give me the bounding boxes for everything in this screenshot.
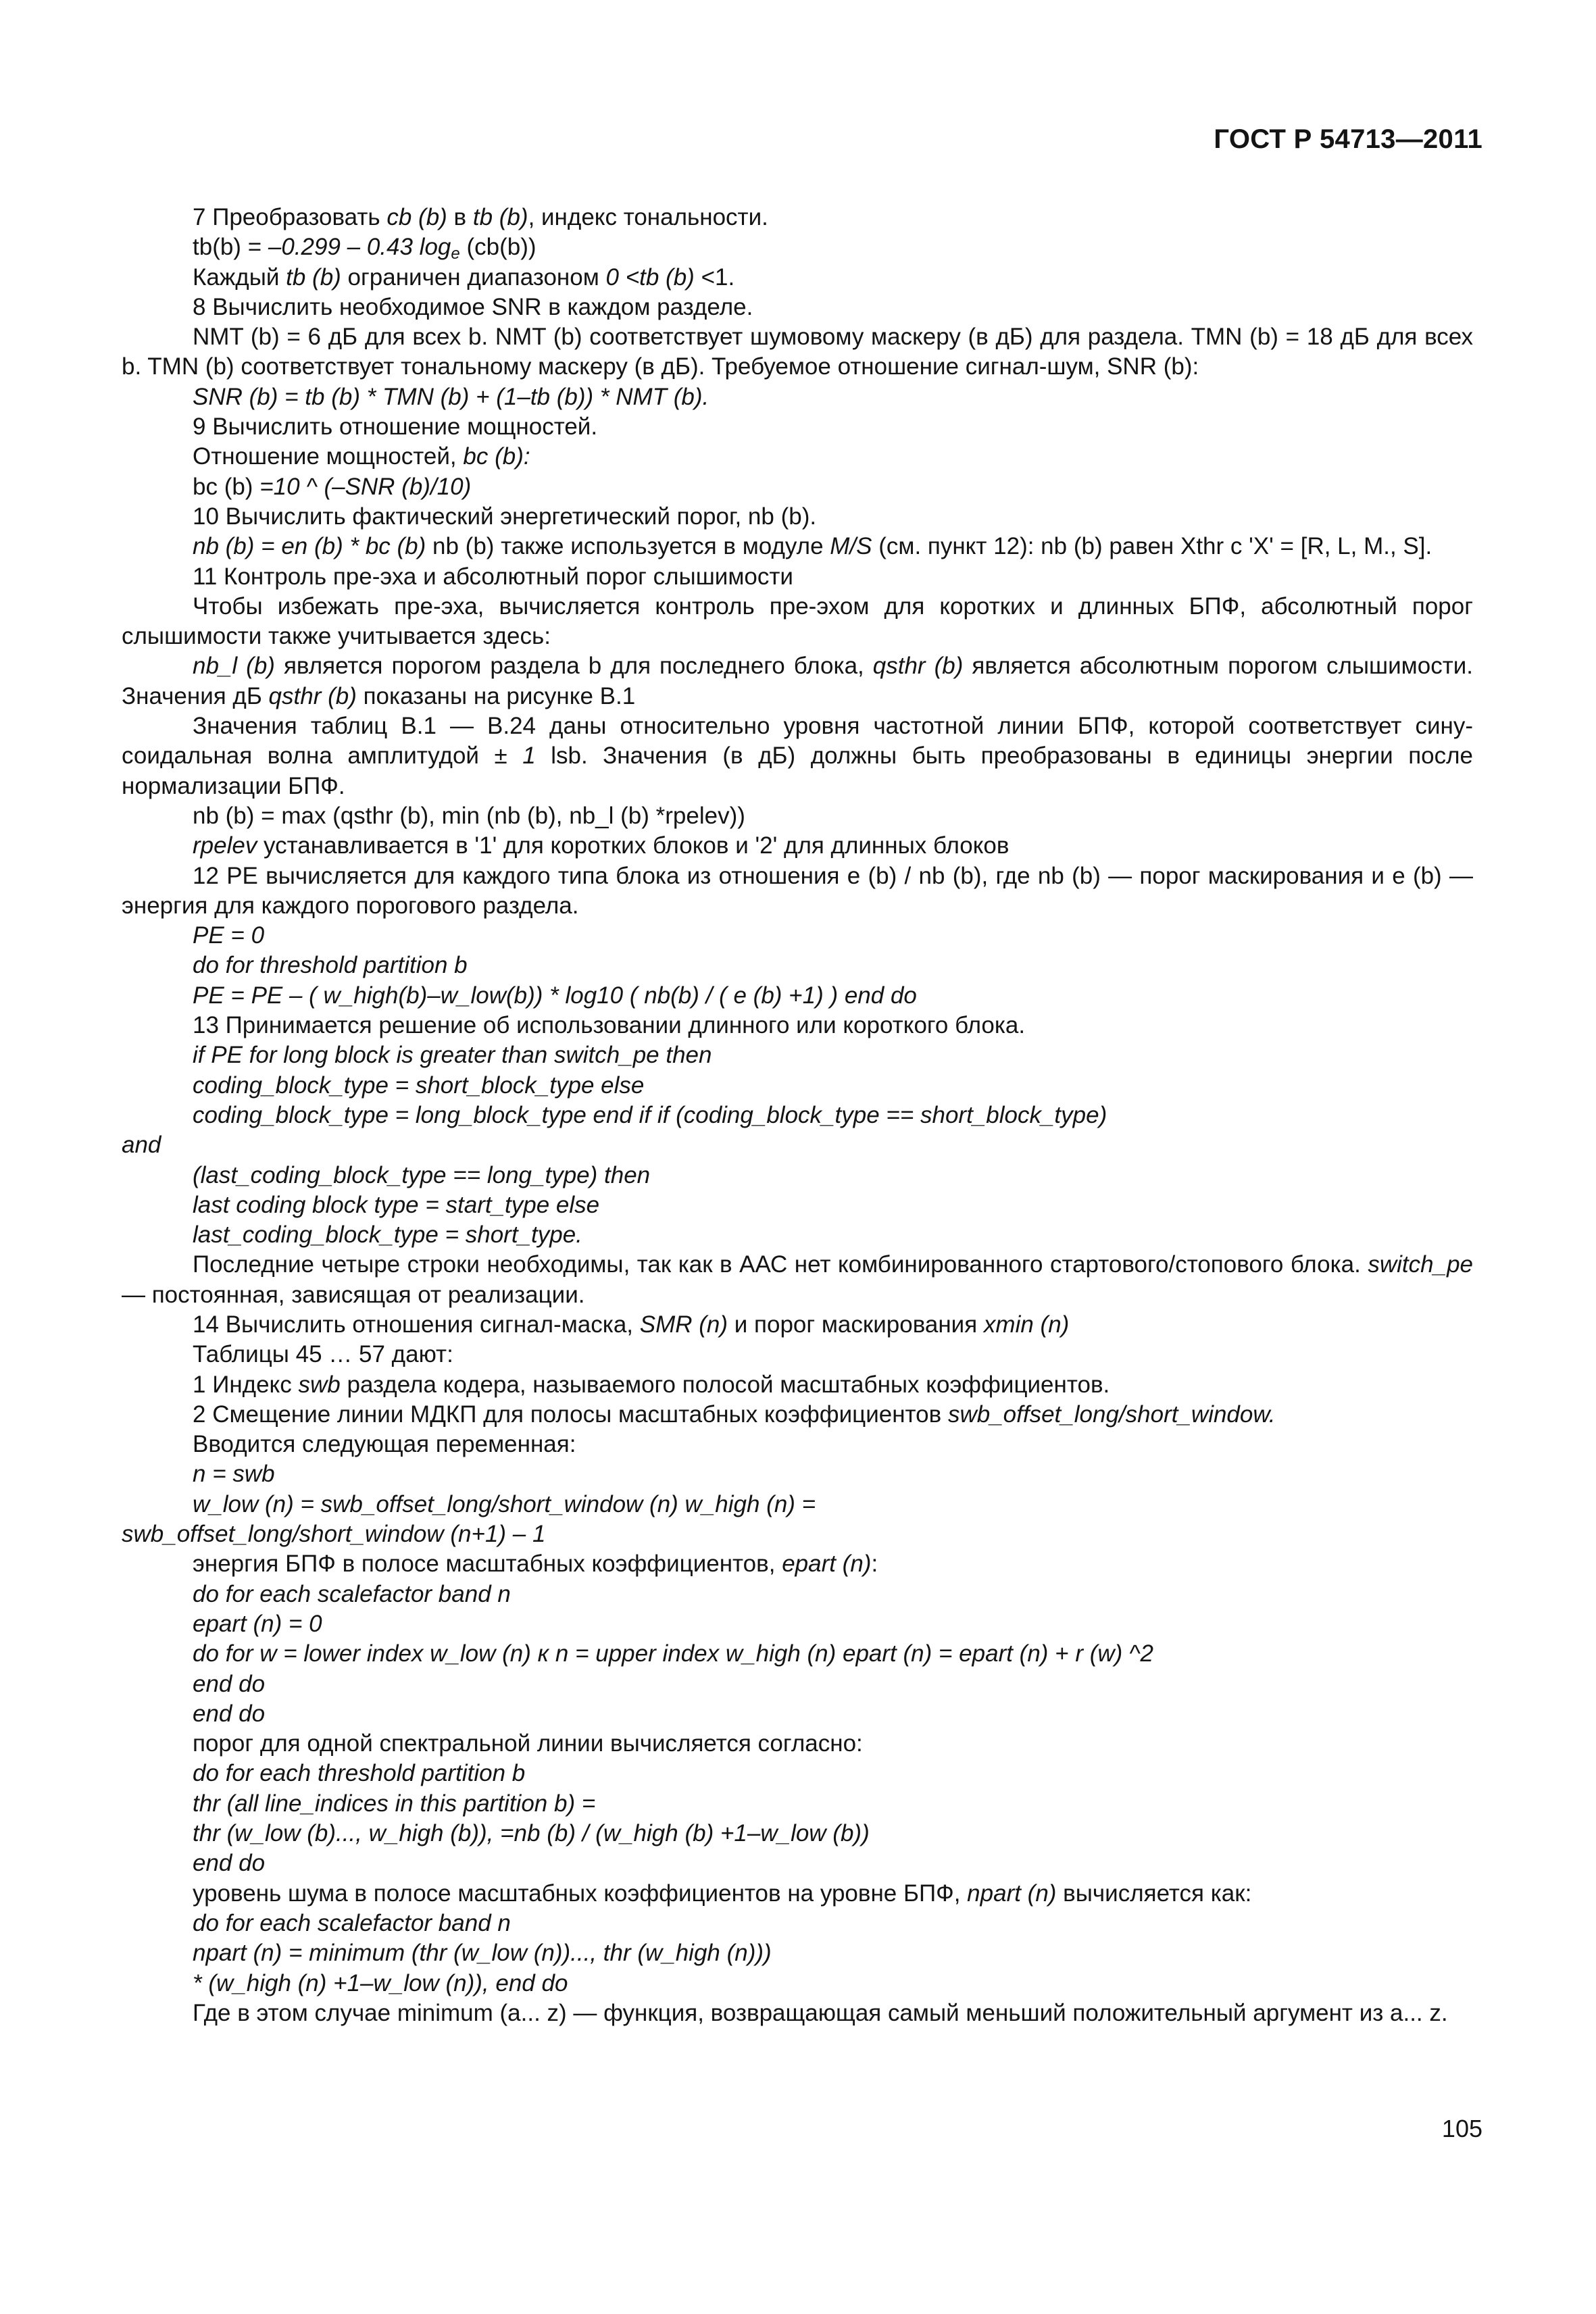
code-line: do for each scalefactor band n (193, 1909, 511, 1936)
code-line: coding_block_type = long_block_type end if if (coding_block_type == short_block_type) (193, 1101, 1107, 1128)
step-10: 10 Вычислить фактический энергетический порог, nb (b). (193, 503, 817, 530)
code-line: (last_coding_block_type == long_type) then (193, 1161, 651, 1188)
tables-line: Таблицы 45 … 57 дают: (193, 1341, 453, 1368)
code-line: n = swb (193, 1461, 275, 1488)
code-line: PE = PE – ( w_high(b)–w_low(b)) * log10 ( nb(b) / ( e (b) +1) ) end do (193, 982, 917, 1009)
code-line: and (122, 1132, 161, 1159)
code-line: npart (n) = minimum (thr (w_low (n))..., thr (w_high (n))) (193, 1940, 772, 1967)
code-line: if PE for long block is greater than switch_pe then (193, 1042, 712, 1069)
code-line: end do (193, 1670, 266, 1697)
formula-snr: SNR (b) = tb (b) * TMN (b) + (1–tb (b)) * NMT (b). (193, 383, 709, 410)
formula-tb: tb(b) = –0.299 – 0.43 $\log_e (cb(b))$ (193, 234, 537, 263)
code-line: last_coding_block_type = short_type. (193, 1222, 582, 1249)
tb-range: Каждый tb (b) ограничен диапазоном 0 <tb (b) <1. (193, 263, 735, 291)
tables-b-paragraph: Значения таблиц В.1 — В.24 даны относительно уровня частотной линии БПФ, которой соответствует синусоидальная волна амплитудой ± 1 lsb. Значения (в дБ) должны быть преобразованы в единицы энергии после нормализации БПФ. (122, 713, 1473, 799)
step-9: 9 Вычислить отношение мощностей. (193, 413, 598, 441)
code-line: do for each scalefactor band n (193, 1580, 511, 1607)
code-line: do for threshold partition b (193, 952, 468, 979)
nb-paragraph: nb (b) = en (b) * bc (b) nb (b) также используется в модуле M/S (см. пункт 12): nb (b) равен Xthr с 'X' = [R, L, M., S]. (193, 533, 1432, 560)
document-code-header: ГОСТ Р 54713—2011 (1214, 124, 1482, 154)
pre-echo-paragraph: Чтобы избежать пре-эха, вычисляется контроль пре-эхом для коротких и длинных БПФ, абсолютный порог слышимости также учитывается здесь: (122, 593, 1473, 650)
code-line: thr (all line_indices in this partition b) = (193, 1790, 596, 1817)
page-number: 105 (1441, 2115, 1482, 2142)
power-ratio-label: Отношение мощностей, bc (b): (193, 443, 530, 470)
code-line: do for w = lower index w_low (n) к n = upper index w_high (n) epart (n) = epart (n) + r (w) ^2 (193, 1640, 1153, 1667)
page-body (122, 203, 1473, 2028)
code-line: * (w_high (n) +1–w_low (n)), end do (193, 1969, 568, 1996)
code-line: end do (193, 1850, 266, 1877)
variable-intro: Вводится следующая переменная: (193, 1431, 576, 1458)
code-line: epart (n) = 0 (193, 1610, 322, 1637)
nb-l-paragraph: nb_l (b) является порогом раздела b для последнего блока, qsthr (b) является абсолютным порогом слышимости. Значения дБ qsthr (b) показаны на рисунке В.1 (122, 653, 1473, 709)
code-line: swb_offset_long/short_window (n+1) – 1 (122, 1521, 546, 1548)
formula-bc: bc (b) =10 ^ (–SNR (b)/10) (193, 473, 472, 500)
rpelev-note: rpelev устанавливается в '1' для коротких блоков и '2' для длинных блоков (193, 832, 1009, 859)
step-13: 13 Принимается решение об использовании длинного или короткого блока. (193, 1012, 1026, 1039)
step-11: 11 Контроль пре-эха и абсолютный порог слышимости (193, 563, 793, 590)
code-line: last coding block type = start_type else (193, 1191, 600, 1218)
last-lines-note: Последние четыре строки необходимы, так как в ААС нет комбинированного стартового/стопового блока. switch_pe — постоянная, зависящая от реализации. (122, 1251, 1473, 1308)
code-line: do for each threshold partition b (193, 1760, 526, 1787)
list-item-1: 1 Индекс swb раздела кодера, называемого полосой масштабных коэффициентов. (193, 1371, 1110, 1398)
code-line: coding_block_type = short_block_type else (193, 1072, 645, 1099)
npart-intro: уровень шума в полосе масштабных коэффициентов на уровне БПФ, npart (n) вычисляется как: (193, 1880, 1252, 1907)
epart-intro: энергия БПФ в полосе масштабных коэффициентов, epart (n): (193, 1551, 878, 1578)
threshold-intro: порог для одной спектральной линии вычисляется согласно: (193, 1730, 863, 1757)
code-line: end do (193, 1700, 266, 1727)
step-7: 7 Преобразовать cb (b) в tb (b), индекс тональности. (193, 204, 768, 230)
formula-nb-max: nb (b) = max (qsthr (b), min (nb (b), nb_l (b) *rpelev)) (193, 802, 745, 829)
step-14: 14 Вычислить отношения сигнал-маска, SMR (n) и порог маскирования xmin (n) (193, 1311, 1070, 1338)
minimum-note: Где в этом случае minimum (a... z) — функция, возвращающая самый меньший положительный аргумент из a... z. (193, 1999, 1448, 2026)
code-line: PE = 0 (193, 922, 265, 949)
nmt-tmn-paragraph: NMT (b) = 6 дБ для всех b. NMT (b) соответствует шумовому маскеру (в дБ) для раздела. TMN (b) = 18 дБ для всех b. TMN (b) соответствует тональному маскеру (в дБ). Требуемое отношение сигнал-шум, SNR (b): (122, 324, 1473, 380)
step-12: 12 PE вычисляется для каждого типа блока из отношения e (b) / nb (b), где nb (b) — порог маскирования и e (b) — энергия для каждого порогового раздела. (122, 862, 1473, 919)
code-line: w_low (n) = swb_offset_long/short_window (n) w_high (n) = (193, 1490, 816, 1517)
list-item-2: 2 Смещение линии МДКП для полосы масштабных коэффициентов swb_offset_long/short_window. (193, 1401, 1276, 1428)
code-line: thr (w_low (b)..., w_high (b)), =nb (b) / (w_high (b) +1–w_low (b)) (193, 1820, 870, 1847)
step-8: 8 Вычислить необходимое SNR в каждом разделе. (193, 293, 753, 320)
